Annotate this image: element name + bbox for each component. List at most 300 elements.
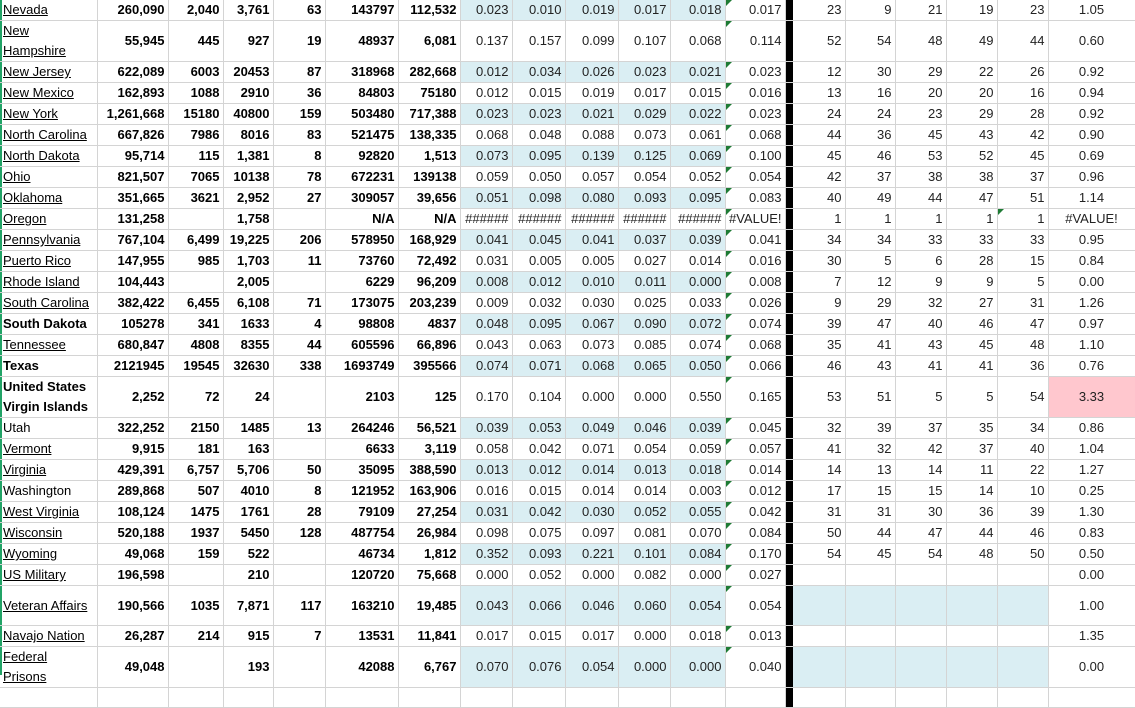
cell-rank[interactable]: 12 (845, 272, 895, 293)
cell-value[interactable]: 522 (223, 544, 273, 565)
cell-value[interactable] (273, 209, 325, 230)
cell-value[interactable]: N/A (398, 209, 460, 230)
cell-rate[interactable]: 0.052 (670, 167, 725, 188)
cell-rate[interactable]: 0.065 (618, 356, 670, 377)
cell-rank[interactable] (845, 647, 895, 688)
cell-value[interactable]: 173075 (325, 293, 398, 314)
cell-rank[interactable]: 43 (946, 125, 997, 146)
cell-rate[interactable]: 0.068 (670, 21, 725, 62)
cell-value[interactable]: 6,757 (168, 460, 223, 481)
cell-state-name[interactable] (0, 439, 97, 460)
cell-rate[interactable]: 0.017 (565, 626, 618, 647)
cell-value[interactable]: 11,841 (398, 626, 460, 647)
cell-rate[interactable]: 0.053 (512, 418, 565, 439)
cell-rank[interactable]: 14 (793, 460, 845, 481)
state-link[interactable]: New Hampshire (3, 23, 66, 58)
cell-rank[interactable]: 24 (845, 104, 895, 125)
state-link[interactable]: Navajo Nation (3, 628, 85, 643)
cell-value[interactable]: 5,706 (223, 460, 273, 481)
cell-rank[interactable]: 43 (845, 356, 895, 377)
cell-rate[interactable]: 0.068 (460, 125, 512, 146)
cell-rate[interactable]: 0.029 (618, 104, 670, 125)
cell-ratio-highlighted[interactable]: 3.33 (1048, 377, 1135, 418)
cell-rate[interactable]: 0.039 (670, 230, 725, 251)
cell-ratio[interactable]: 1.00 (1048, 586, 1135, 626)
cell-value[interactable]: 9,915 (97, 439, 168, 460)
cell-ratio[interactable]: 0.00 (1048, 272, 1135, 293)
cell-rate[interactable]: 0.071 (565, 439, 618, 460)
cell-rank[interactable]: 44 (895, 188, 946, 209)
cell-value[interactable]: 1693749 (325, 356, 398, 377)
cell-value[interactable]: 1,381 (223, 146, 273, 167)
cell-value[interactable]: 351,665 (97, 188, 168, 209)
cell-value[interactable]: 382,422 (97, 293, 168, 314)
cell-value[interactable]: 2121945 (97, 356, 168, 377)
cell-state-name[interactable] (0, 125, 97, 146)
cell-rate[interactable]: 0.043 (460, 586, 512, 626)
cell-value[interactable]: 214 (168, 626, 223, 647)
cell-rate[interactable]: 0.074 (670, 335, 725, 356)
cell-rate[interactable]: 0.069 (670, 146, 725, 167)
cell-value[interactable]: 2150 (168, 418, 223, 439)
cell-value[interactable]: 87 (273, 62, 325, 83)
cell-rank[interactable]: 52 (793, 21, 845, 62)
cell-value[interactable]: 196,598 (97, 565, 168, 586)
cell-value[interactable]: 2910 (223, 83, 273, 104)
cell-rate[interactable]: 0.157 (512, 21, 565, 62)
cell-rank[interactable]: 24 (793, 104, 845, 125)
cell-rate[interactable]: 0.074 (460, 356, 512, 377)
cell-rank[interactable]: 14 (946, 481, 997, 502)
cell-rank[interactable] (793, 586, 845, 626)
cell-rank[interactable]: 21 (895, 0, 946, 21)
cell-value[interactable]: 112,532 (398, 0, 460, 21)
cell-rank[interactable]: 36 (845, 125, 895, 146)
cell-rank[interactable]: 47 (895, 523, 946, 544)
cell-value[interactable]: 24 (223, 377, 273, 418)
cell-value[interactable]: 115 (168, 146, 223, 167)
cell-value[interactable]: 27 (273, 188, 325, 209)
cell-rate[interactable]: 0.023 (618, 62, 670, 83)
cell-value[interactable]: 13 (273, 418, 325, 439)
cell-value[interactable]: 680,847 (97, 335, 168, 356)
cell-rank[interactable] (793, 688, 845, 708)
cell-rank[interactable]: 15 (845, 481, 895, 502)
cell-rate[interactable]: 0.023 (460, 104, 512, 125)
cell-rate[interactable]: 0.008 (460, 272, 512, 293)
cell-average[interactable]: 0.017 (725, 0, 785, 21)
cell-rate[interactable]: 0.033 (670, 293, 725, 314)
cell-rank[interactable]: 5 (845, 251, 895, 272)
cell-average[interactable]: 0.057 (725, 439, 785, 460)
cell-rank[interactable]: 20 (946, 83, 997, 104)
cell-value[interactable]: 2,005 (223, 272, 273, 293)
cell-rate[interactable]: 0.060 (618, 586, 670, 626)
cell-value[interactable]: 3,119 (398, 439, 460, 460)
cell-rank[interactable]: 16 (845, 83, 895, 104)
cell-rank[interactable]: 39 (845, 418, 895, 439)
cell-value[interactable]: 338 (273, 356, 325, 377)
cell-value[interactable]: 7065 (168, 167, 223, 188)
cell-value[interactable]: 42088 (325, 647, 398, 688)
cell-value[interactable]: 6003 (168, 62, 223, 83)
cell-rate[interactable]: 0.003 (670, 481, 725, 502)
cell-state-name[interactable] (0, 62, 97, 83)
cell-rank[interactable] (845, 626, 895, 647)
cell-ratio[interactable]: 0.25 (1048, 481, 1135, 502)
cell-value[interactable] (168, 272, 223, 293)
cell-rate[interactable]: 0.030 (565, 293, 618, 314)
cell-value[interactable]: 73760 (325, 251, 398, 272)
cell-rate[interactable]: 0.017 (618, 0, 670, 21)
cell-rank[interactable] (895, 626, 946, 647)
cell-value[interactable]: 1035 (168, 586, 223, 626)
cell-rank[interactable]: 17 (793, 481, 845, 502)
cell-average[interactable]: 0.068 (725, 125, 785, 146)
cell-value[interactable]: 4808 (168, 335, 223, 356)
cell-rate[interactable]: 0.042 (512, 439, 565, 460)
cell-value[interactable]: 767,104 (97, 230, 168, 251)
cell-value[interactable]: 190,566 (97, 586, 168, 626)
cell-value[interactable]: 622,089 (97, 62, 168, 83)
cell-rate[interactable]: 0.000 (565, 377, 618, 418)
cell-rank[interactable]: 47 (845, 314, 895, 335)
cell-state-name[interactable] (0, 21, 97, 62)
cell-rank[interactable]: 23 (895, 104, 946, 125)
cell-value[interactable]: 163210 (325, 586, 398, 626)
cell-value[interactable]: 121952 (325, 481, 398, 502)
cell-ratio[interactable]: 0.00 (1048, 565, 1135, 586)
cell-rank[interactable] (793, 626, 845, 647)
cell-rank[interactable]: 46 (845, 146, 895, 167)
cell-value[interactable]: 1937 (168, 523, 223, 544)
cell-rate[interactable]: 0.014 (670, 251, 725, 272)
cell-rank[interactable]: 32 (793, 418, 845, 439)
cell-rank[interactable]: 32 (895, 293, 946, 314)
cell-state-name[interactable] (0, 647, 97, 688)
cell-rank[interactable]: 54 (845, 21, 895, 62)
cell-rank[interactable]: 50 (793, 523, 845, 544)
cell-rate[interactable]: 0.050 (512, 167, 565, 188)
cell-rank[interactable]: 7 (793, 272, 845, 293)
cell-rank[interactable]: 6 (895, 251, 946, 272)
cell-rate[interactable]: 0.104 (512, 377, 565, 418)
cell-average[interactable]: 0.026 (725, 293, 785, 314)
cell-rate[interactable]: 0.019 (565, 83, 618, 104)
cell-rank[interactable]: 45 (895, 125, 946, 146)
cell-rate[interactable]: 0.037 (618, 230, 670, 251)
cell-rank[interactable]: 31 (997, 293, 1048, 314)
cell-rank[interactable]: 48 (895, 21, 946, 62)
state-link[interactable]: Ohio (3, 169, 31, 184)
cell-ratio[interactable]: 1.26 (1048, 293, 1135, 314)
cell-rate[interactable]: ###### (670, 209, 725, 230)
cell-rank[interactable]: 41 (895, 356, 946, 377)
cell-rank[interactable]: 34 (793, 230, 845, 251)
cell-value[interactable]: 138,335 (398, 125, 460, 146)
cell-rank[interactable] (895, 647, 946, 688)
cell-rank[interactable]: 5 (997, 272, 1048, 293)
cell-rank[interactable]: 41 (946, 356, 997, 377)
cell-rank[interactable]: 53 (793, 377, 845, 418)
cell-rate[interactable]: 0.019 (565, 0, 618, 21)
cell-ratio[interactable]: 0.95 (1048, 230, 1135, 251)
cell-rank[interactable]: 37 (946, 439, 997, 460)
cell-rank[interactable]: 35 (793, 335, 845, 356)
cell-rate[interactable]: 0.018 (670, 626, 725, 647)
cell-rate[interactable]: 0.030 (565, 502, 618, 523)
cell-value[interactable]: 98808 (325, 314, 398, 335)
cell-rank[interactable] (895, 565, 946, 586)
state-link[interactable]: Oregon (3, 211, 47, 226)
cell-value[interactable]: 56,521 (398, 418, 460, 439)
cell-rate[interactable]: 0.016 (460, 481, 512, 502)
cell-value[interactable]: 63 (273, 0, 325, 21)
cell-rate[interactable]: ###### (512, 209, 565, 230)
cell-rank[interactable]: 15 (895, 481, 946, 502)
state-link[interactable]: Tennessee (3, 337, 66, 352)
cell-state-name[interactable] (0, 188, 97, 209)
cell-rank[interactable]: 40 (895, 314, 946, 335)
cell-state-name[interactable] (0, 272, 97, 293)
cell-rate[interactable]: 0.010 (512, 0, 565, 21)
cell-value[interactable] (325, 688, 398, 708)
cell-value[interactable]: 3,761 (223, 0, 273, 21)
cell-value[interactable]: 289,868 (97, 481, 168, 502)
cell-value[interactable]: 2,952 (223, 188, 273, 209)
cell-value[interactable]: 128 (273, 523, 325, 544)
cell-ratio[interactable]: 0.60 (1048, 21, 1135, 62)
cell-rank[interactable]: 31 (793, 502, 845, 523)
cell-rate[interactable]: 0.073 (618, 125, 670, 146)
cell-value[interactable]: 66,896 (398, 335, 460, 356)
cell-rank[interactable]: 1 (845, 209, 895, 230)
cell-rank[interactable]: 22 (997, 460, 1048, 481)
cell-rate[interactable]: ###### (618, 209, 670, 230)
cell-value[interactable]: 672231 (325, 167, 398, 188)
cell-rank[interactable]: 30 (845, 62, 895, 83)
cell-value[interactable]: 1,703 (223, 251, 273, 272)
cell-rate[interactable]: 0.068 (565, 356, 618, 377)
cell-rate[interactable]: 0.046 (618, 418, 670, 439)
cell-value[interactable]: 147,955 (97, 251, 168, 272)
cell-value[interactable]: 520,188 (97, 523, 168, 544)
cell-rate[interactable]: 0.221 (565, 544, 618, 565)
cell-rank[interactable]: 44 (793, 125, 845, 146)
cell-rate[interactable] (460, 688, 512, 708)
cell-rate[interactable]: 0.034 (512, 62, 565, 83)
cell-rank[interactable]: 40 (793, 188, 845, 209)
cell-rank[interactable] (997, 626, 1048, 647)
cell-value[interactable]: 72 (168, 377, 223, 418)
cell-rate[interactable]: 0.046 (565, 586, 618, 626)
cell-ratio[interactable]: 1.35 (1048, 626, 1135, 647)
cell-rate[interactable]: 0.017 (460, 626, 512, 647)
cell-state-name[interactable] (0, 335, 97, 356)
cell-rate[interactable]: 0.137 (460, 21, 512, 62)
cell-rank[interactable]: 45 (845, 544, 895, 565)
cell-rank[interactable]: 46 (793, 356, 845, 377)
cell-value[interactable] (273, 688, 325, 708)
cell-value[interactable]: 6633 (325, 439, 398, 460)
cell-value[interactable]: 159 (168, 544, 223, 565)
cell-rank[interactable]: 46 (946, 314, 997, 335)
cell-rank[interactable]: 20 (895, 83, 946, 104)
cell-state-name[interactable] (0, 481, 97, 502)
cell-value[interactable]: 168,929 (398, 230, 460, 251)
cell-state-name[interactable] (0, 523, 97, 544)
cell-rank[interactable]: 33 (946, 230, 997, 251)
cell-rank[interactable]: 1 (895, 209, 946, 230)
cell-rate[interactable]: ###### (460, 209, 512, 230)
cell-rank[interactable]: 54 (793, 544, 845, 565)
cell-rate[interactable]: 0.022 (670, 104, 725, 125)
cell-rate[interactable]: 0.015 (670, 83, 725, 104)
cell-value[interactable]: 927 (223, 21, 273, 62)
cell-rank[interactable]: 30 (793, 251, 845, 272)
cell-state-name[interactable] (0, 146, 97, 167)
cell-rate[interactable]: 0.005 (512, 251, 565, 272)
cell-rate[interactable]: 0.027 (618, 251, 670, 272)
cell-value[interactable]: 104,443 (97, 272, 168, 293)
cell-rate[interactable]: 0.066 (512, 586, 565, 626)
cell-rank[interactable]: 45 (793, 146, 845, 167)
cell-value[interactable]: 8016 (223, 125, 273, 146)
cell-state-name[interactable] (0, 377, 97, 418)
cell-rank[interactable]: 51 (997, 188, 1048, 209)
cell-state-name[interactable] (0, 104, 97, 125)
cell-rank[interactable]: 34 (997, 418, 1048, 439)
cell-rate[interactable]: 0.023 (460, 0, 512, 21)
cell-value[interactable]: 8 (273, 481, 325, 502)
cell-value[interactable]: 13531 (325, 626, 398, 647)
cell-rank[interactable] (946, 565, 997, 586)
cell-value[interactable]: 521475 (325, 125, 398, 146)
cell-value[interactable]: 206 (273, 230, 325, 251)
cell-value[interactable]: 1475 (168, 502, 223, 523)
cell-rate[interactable]: 0.070 (670, 523, 725, 544)
cell-rank[interactable]: 27 (946, 293, 997, 314)
cell-rate[interactable]: 0.048 (460, 314, 512, 335)
cell-value[interactable] (273, 439, 325, 460)
cell-average[interactable]: 0.068 (725, 335, 785, 356)
cell-value[interactable]: 117 (273, 586, 325, 626)
cell-ratio[interactable]: 0.92 (1048, 104, 1135, 125)
cell-rank[interactable]: 9 (895, 272, 946, 293)
cell-rate[interactable]: 0.107 (618, 21, 670, 62)
cell-value[interactable]: 162,893 (97, 83, 168, 104)
cell-value[interactable]: 49,068 (97, 544, 168, 565)
cell-ratio[interactable]: 1.05 (1048, 0, 1135, 21)
cell-rate[interactable]: 0.011 (618, 272, 670, 293)
cell-rate[interactable]: 0.017 (618, 83, 670, 104)
cell-rank[interactable]: 48 (946, 544, 997, 565)
cell-ratio[interactable]: 0.84 (1048, 251, 1135, 272)
cell-rate[interactable]: 0.000 (460, 565, 512, 586)
cell-value[interactable]: 2103 (325, 377, 398, 418)
cell-rate[interactable]: 0.009 (460, 293, 512, 314)
cell-rate[interactable]: 0.090 (618, 314, 670, 335)
cell-value[interactable]: 96,209 (398, 272, 460, 293)
cell-value[interactable]: 821,507 (97, 167, 168, 188)
cell-value[interactable]: 19 (273, 21, 325, 62)
cell-rate[interactable]: 0.095 (512, 314, 565, 335)
cell-rank[interactable]: 42 (793, 167, 845, 188)
cell-rate[interactable]: 0.000 (565, 565, 618, 586)
cell-state-name[interactable] (0, 586, 97, 626)
cell-value[interactable]: 75180 (398, 83, 460, 104)
cell-value[interactable]: 50 (273, 460, 325, 481)
cell-rate[interactable]: 0.076 (512, 647, 565, 688)
cell-rank[interactable] (997, 586, 1048, 626)
cell-value[interactable]: 6229 (325, 272, 398, 293)
cell-rate[interactable]: 0.054 (618, 439, 670, 460)
cell-rate[interactable]: 0.015 (512, 626, 565, 647)
cell-rate[interactable]: 0.023 (512, 104, 565, 125)
cell-rate[interactable]: 0.054 (670, 586, 725, 626)
cell-rate[interactable]: 0.070 (460, 647, 512, 688)
cell-value[interactable]: 429,391 (97, 460, 168, 481)
cell-rank[interactable]: 9 (946, 272, 997, 293)
cell-rank[interactable]: 28 (997, 104, 1048, 125)
cell-value[interactable]: 75,668 (398, 565, 460, 586)
cell-value[interactable]: 388,590 (398, 460, 460, 481)
cell-rate[interactable]: 0.170 (460, 377, 512, 418)
state-link[interactable]: West Virginia (3, 504, 80, 519)
cell-rank[interactable]: 14 (895, 460, 946, 481)
cell-rank[interactable] (946, 647, 997, 688)
cell-rate[interactable]: 0.039 (460, 418, 512, 439)
cell-rate[interactable]: 0.000 (618, 377, 670, 418)
cell-state-name[interactable] (0, 502, 97, 523)
cell-rank[interactable]: 45 (946, 335, 997, 356)
cell-rank[interactable]: 50 (997, 544, 1048, 565)
cell-rank[interactable] (895, 688, 946, 708)
cell-rank[interactable]: 52 (946, 146, 997, 167)
cell-value[interactable]: 322,252 (97, 418, 168, 439)
cell-rate[interactable]: 0.059 (460, 167, 512, 188)
cell-rate[interactable]: 0.050 (670, 356, 725, 377)
cell-rank[interactable]: 11 (946, 460, 997, 481)
cell-value[interactable]: 28 (273, 502, 325, 523)
cell-rate[interactable]: 0.032 (512, 293, 565, 314)
cell-ratio[interactable]: 0.69 (1048, 146, 1135, 167)
cell-value[interactable]: 108,124 (97, 502, 168, 523)
cell-rank[interactable]: 9 (793, 293, 845, 314)
cell-value[interactable]: 7,871 (223, 586, 273, 626)
cell-state-name[interactable] (0, 460, 97, 481)
cell-rate[interactable]: 0.098 (512, 188, 565, 209)
cell-value[interactable]: 84803 (325, 83, 398, 104)
cell-rate[interactable]: 0.026 (565, 62, 618, 83)
cell-value[interactable]: 27,254 (398, 502, 460, 523)
cell-rank[interactable]: 38 (895, 167, 946, 188)
cell-rate[interactable]: 0.018 (670, 0, 725, 21)
state-link[interactable]: Rhode Island (3, 274, 80, 289)
cell-value[interactable] (168, 688, 223, 708)
cell-value[interactable]: 4837 (398, 314, 460, 335)
cell-state-name[interactable] (0, 688, 97, 708)
cell-rank[interactable]: 30 (895, 502, 946, 523)
cell-rate[interactable]: 0.125 (618, 146, 670, 167)
cell-rank[interactable]: 51 (845, 377, 895, 418)
cell-average[interactable]: 0.083 (725, 188, 785, 209)
cell-value[interactable]: 203,239 (398, 293, 460, 314)
cell-state-name[interactable] (0, 0, 97, 21)
cell-rank[interactable]: 42 (997, 125, 1048, 146)
cell-value[interactable]: 503480 (325, 104, 398, 125)
cell-value[interactable]: 143797 (325, 0, 398, 21)
